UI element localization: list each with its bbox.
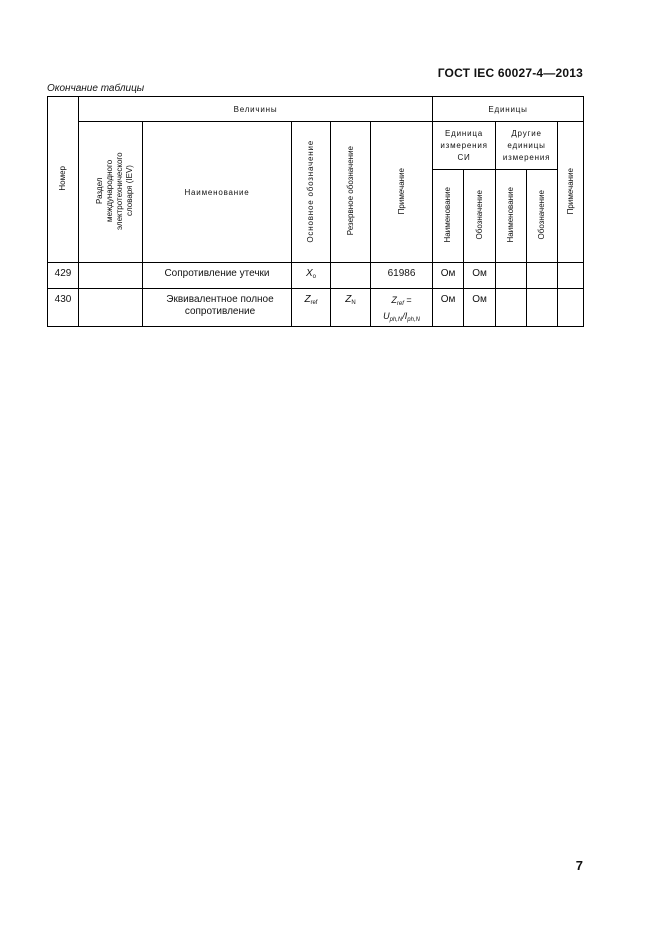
symbol-subscript: ref [310, 300, 318, 306]
formula-base: I [404, 311, 408, 321]
formula-base: U [383, 311, 390, 321]
cell-iev [79, 263, 143, 289]
header-group-quantities: Величины [79, 97, 433, 122]
symbol-base: Z [345, 294, 352, 305]
header-group-units: Единицы [433, 97, 584, 122]
header-iev [79, 122, 143, 263]
cell-note: 61986 [371, 263, 433, 289]
symbol-subscript: o [312, 274, 316, 280]
cell-units-note [558, 289, 584, 327]
header-name: Наименование [143, 122, 292, 263]
header-units-note [558, 122, 584, 263]
cell-other-symbol [527, 263, 558, 289]
cell-other-symbol [527, 289, 558, 327]
cell-si-symbol: Ом [464, 263, 496, 289]
cell-si-name: Ом [433, 289, 464, 327]
header-note-label: Примечание [396, 167, 406, 215]
cell-main-symbol [292, 289, 331, 327]
header-other-name [496, 170, 527, 263]
header-si-symbol-label: Обозначение [474, 190, 484, 240]
formula-separator: / [402, 311, 405, 321]
standard-designation: ГОСТ IEC 60027-4—2013 [437, 66, 583, 80]
cell-reserve-symbol [331, 263, 371, 289]
cell-other-name [496, 289, 527, 327]
header-main-symbol-label: Основное обозначение [306, 139, 315, 243]
table-row [48, 263, 584, 289]
units-table [47, 96, 584, 327]
cell-other-name [496, 263, 527, 289]
formula-base: Z [391, 295, 397, 305]
header-reserve-symbol [331, 122, 371, 263]
formula-equals: = [403, 295, 412, 305]
header-main-symbol [292, 122, 331, 263]
header-units-note-label: Примечание [565, 167, 575, 215]
header-other-symbol-label: Обозначение [537, 190, 547, 240]
cell-name: Сопротивление утечки [143, 263, 292, 289]
header-si-symbol [464, 170, 496, 263]
cell-main-symbol [292, 263, 331, 289]
cell-iev [79, 289, 143, 327]
formula-subscript: ph,N [389, 317, 403, 323]
symbol-base: X [305, 268, 313, 279]
header-number [48, 97, 79, 263]
table-caption: Окончание таблицы [47, 83, 145, 94]
header-reserve-symbol-label: Резервное обозначение [345, 146, 355, 236]
table-row [48, 289, 584, 327]
cell-note [371, 289, 433, 327]
cell-reserve-symbol [331, 289, 371, 327]
formula-subscript: ref [396, 301, 404, 307]
page-number: 7 [575, 858, 583, 873]
cell-si-symbol: Ом [464, 289, 496, 327]
header-iev-label: Раздел международного электротехнического словаря (IEV) [94, 152, 134, 230]
note-formula-line-1 [371, 294, 432, 310]
symbol-subscript: N [351, 300, 356, 306]
cell-units-note [558, 263, 584, 289]
formula-subscript: ph,N [407, 317, 420, 323]
header-si-name-label: Наименование [443, 187, 453, 243]
header-other-group: Другие единицы измерения [496, 122, 558, 170]
header-si-group: Единица измерения СИ [433, 122, 496, 170]
cell-number: 429 [48, 263, 79, 289]
header-note [371, 122, 433, 263]
cell-number: 430 [48, 289, 79, 327]
header-si-name [433, 170, 464, 263]
cell-si-name: Ом [433, 263, 464, 289]
header-other-symbol [527, 170, 558, 263]
note-formula-line-2 [371, 310, 432, 326]
header-number-label: Номер [58, 166, 67, 191]
symbol-base: Z [304, 294, 311, 305]
cell-name: Эквивалентное полное сопротивление [143, 289, 292, 327]
header-other-name-label: Наименование [506, 187, 516, 243]
